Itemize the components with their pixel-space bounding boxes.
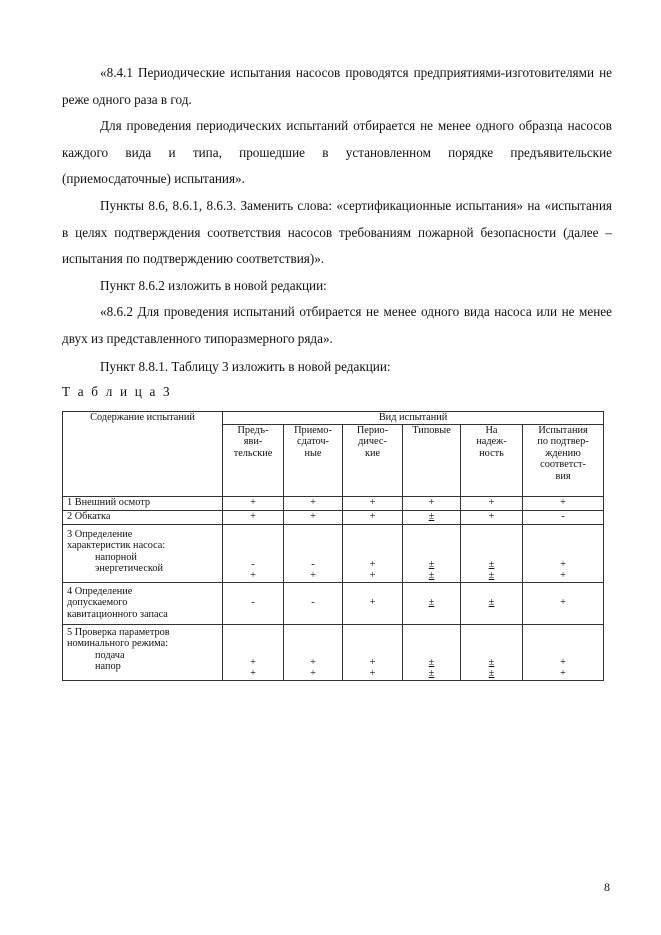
mark-cell: + + — [223, 624, 284, 680]
col-conformity: Испытания по подтвер- ждению соответст- вия — [523, 424, 604, 496]
row-label: 3 Определение характеристик насоса: напорной энергетической — [63, 524, 223, 582]
paragraph-8-4-1: «8.4.1 Периодические испытания насосов проводятся предприятиями-изготовителями не реже одного раза в год. — [62, 65, 612, 107]
paragraph-8-8-1: Пункт 8.8.1. Таблицу 3 изложить в новой редакции: — [100, 359, 391, 374]
mark-cell: - + — [284, 524, 343, 582]
mark-cell: + — [223, 510, 284, 524]
table-row — [63, 510, 604, 524]
row-label: 4 Определение допускаемого кавитационного запаса — [63, 582, 223, 624]
col-presentation: Предъ- яви- тельские — [223, 424, 284, 496]
tests-table — [62, 411, 604, 681]
mark-cell: ± ± — [461, 524, 523, 582]
mark-cell: + — [284, 496, 343, 510]
table-row — [63, 624, 604, 680]
mark-cell: ± — [403, 582, 461, 624]
header-test-types: Вид испытаний — [223, 412, 604, 425]
col-reliability: На надеж- ность — [461, 424, 523, 496]
paragraph-replace-words: Пункты 8.6, 8.6.1, 8.6.3. Заменить слова: «сертификационные испытания» на «испытания в целях подтверждения соответствия насосов требованиям пожарной безопасности (далее – испытания по подтверждению соответствия)». — [62, 198, 612, 266]
mark-cell: + + — [523, 524, 604, 582]
table-row — [63, 496, 604, 510]
header-content: Содержание испытаний — [63, 412, 223, 497]
mark-cell: + — [223, 496, 284, 510]
table-caption: Т а б л и ц а 3 — [62, 384, 172, 399]
mark-cell: + — [343, 496, 403, 510]
mark-cell: + — [523, 582, 604, 624]
mark-cell: - — [523, 510, 604, 524]
table-row — [63, 524, 604, 582]
row-label: 5 Проверка параметров номинального режима: подача напор — [63, 624, 223, 680]
mark-cell: + + — [343, 624, 403, 680]
mark-cell: + — [461, 510, 523, 524]
mark-cell: + — [461, 496, 523, 510]
col-type: Типовые — [403, 424, 461, 496]
mark-cell: + + — [284, 624, 343, 680]
mark-cell: ± — [461, 582, 523, 624]
mark-cell: + — [284, 510, 343, 524]
mark-cell: + + — [343, 524, 403, 582]
mark-cell: + + — [523, 624, 604, 680]
mark-cell: - — [223, 582, 284, 624]
mark-cell: + — [343, 582, 403, 624]
mark-cell: ± — [403, 510, 461, 524]
table-row — [63, 582, 604, 624]
page-number: 8 — [604, 880, 610, 894]
mark-cell: ± ± — [403, 624, 461, 680]
col-periodic: Перио- дичес- кие — [343, 424, 403, 496]
mark-cell: ± ± — [461, 624, 523, 680]
mark-cell: + — [523, 496, 604, 510]
mark-cell: ± ± — [403, 524, 461, 582]
paragraph-8-6-2-intro: Пункт 8.6.2 изложить в новой редакции: — [100, 278, 327, 293]
mark-cell: - + — [223, 524, 284, 582]
mark-cell: + — [403, 496, 461, 510]
mark-cell: + — [343, 510, 403, 524]
paragraph-sample-selection: Для проведения периодических испытаний отбирается не менее одного образца насосов каждого вида и типа, прошедшие в установленном порядке предъявительские (приемосдаточные) испытания». — [62, 118, 612, 186]
paragraph-8-6-2: «8.6.2 Для проведения испытаний отбирается не менее одного вида насоса или не менее двух из представленного типоразмерного ряда». — [62, 304, 612, 346]
row-label: 2 Обкатка — [63, 510, 223, 524]
row-label: 1 Внешний осмотр — [63, 496, 223, 510]
mark-cell: - — [284, 582, 343, 624]
col-acceptance: Приемо- сдаточ- ные — [284, 424, 343, 496]
